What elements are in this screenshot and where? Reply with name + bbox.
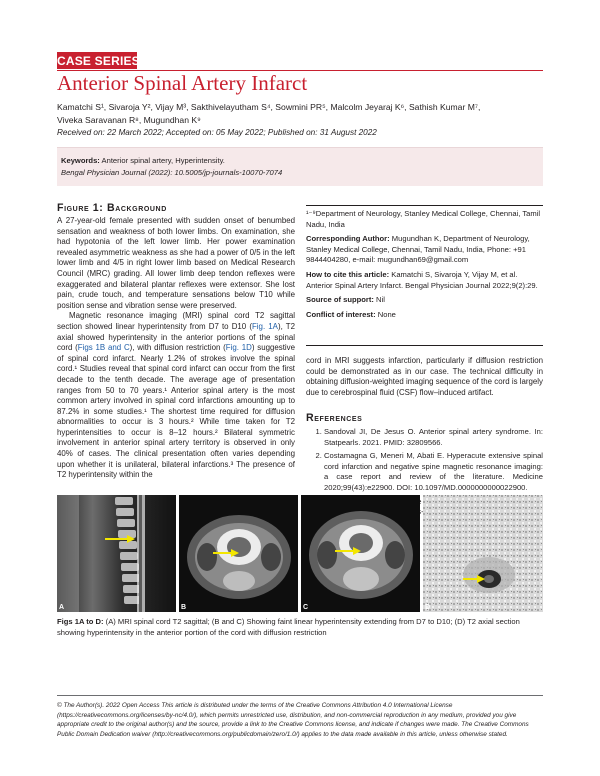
reference-item: 2. Costamagna G, Meneri M, Abati E. Hyperacute extensive spinal cord infarction and negative spine magnetic resonance imaging: a case report and review of the literature. Medicine 2020;99(43):e22900. DOI: 10.1097/MD.0000000000022900. <box>324 451 543 493</box>
p2-text-d: ) suggestive of spinal cord infarct. Nearly 1.2% of strokes involve the spinal cord.¹ Studies reveal that spinal cord infarct can occur from the first decade to the tenth decade. The average age of presentation ranges from 50 to 70 years.¹ Anterior spinal artery is the most common artery involved in spinal cord infarctions amounting up to 87.2% in some studies.¹ The shortest time required for diffusion abnormalities to occur is 3 hours.² While time taken for T2 hyperintensities to occur is 8–12 hours.² Bilateral symmetric involvement in anterior spinal artery territory is observed in only 40% of cases. The clinical presentation often varies depending upon whether it is unilateral, bilateral infarctions.³ The presence of T2 hyperintensity within the <box>57 343 296 480</box>
caption-text: (A) MRI spinal cord T2 sagittal; (B and C) Showing faint linear hyperintensity extending from D7 to D10; (D) T2 axial section showing hyperintensity in the anterior portion of the cord with diffusion restriction <box>57 617 520 637</box>
keywords-text: Anterior spinal artery, Hyperintensity. <box>101 156 225 165</box>
footer-rule <box>57 695 543 696</box>
publication-dates: Received on: 22 March 2022; Accepted on: 05 May 2022; Published on: 31 August 2022 <box>57 128 377 137</box>
department: ¹⁻⁹Department of Neurology, Stanley Medical College, Chennai, Tamil Nadu, India <box>306 209 541 229</box>
p2-text-a: Magnetic resonance imaging (MRI) spinal cord T2 sagittal section showed linear hyperintensity from D7 to D10 ( <box>57 311 295 331</box>
corr-label: Corresponding Author: <box>306 234 390 244</box>
figure-link-1d[interactable]: Fig. 1D <box>225 343 252 353</box>
journal-citation: Bengal Physician Journal (2022): 10.5005/jp-journals-10070-7074 <box>61 168 283 177</box>
mri-diffusion-image <box>423 495 543 612</box>
figure-link-1bc[interactable]: Figs 1B and C <box>77 343 130 353</box>
conflict-label: Conflict of interest: <box>306 309 376 319</box>
mri-axial-image-c <box>301 495 420 612</box>
affiliation-rule <box>306 205 543 206</box>
license-text: © The Author(s). 2022 Open Access This article is distributed under the terms of the Creative Commons Attribution 4.0 International License (https://creativecommons.org/licenses/by-nc/4.0/), which permits unrestricted use, distribution, and non-commercial reproduction in any medium, provided you give appropriate credit to the original author(s) and the source, provide a link to the Creative Commons license, and indicate if changes were made. The Creative Commons Public Domain Dedication waiver (http://creativecommons.org/publicdomain/zero/1.0/) applies to the data made available in this article, unless otherwise stated. <box>57 702 529 738</box>
how-to-cite <box>306 270 543 291</box>
figure-panel-a <box>57 495 176 612</box>
author-list <box>57 101 543 127</box>
figure-1 <box>57 495 543 612</box>
cite-label: How to cite this article: <box>306 269 390 279</box>
keywords-line <box>61 156 225 165</box>
mri-sagittal-image <box>57 495 176 612</box>
panel-label-a: A <box>59 604 65 611</box>
figure-panel-c <box>301 495 420 612</box>
panel-label-c: C <box>303 604 309 611</box>
figure-panel-b <box>179 495 298 612</box>
paragraph-1: A 27-year-old female presented with sudden onset of benumbed sensation and weakness of both lower limbs. On examination, she had hypotonia of the left lower limb. Her power examination revealed asymmetric weakness as she had a power of 0/5 in the left lower limb and 4/5 in right lower limb based on Medical Research Council (MRC) grading. All lower limb deep tendon reflexes were exaggerated and bilateral plantar reflexes were extensor. She lost pain, crude touch, and temperature sensations below T10 while position sense and vibration sense were preserved. <box>57 216 295 310</box>
conflict-of-interest <box>306 310 543 321</box>
support-label: Source of support: <box>306 295 374 305</box>
article-title: Anterior Spinal Artery Infarct <box>57 71 308 95</box>
right-column-body: cord in MRI suggests infarction, particularly if diffusion restriction could be demonstrated as in our case. The technical difficulty in obtaining diffusion-weighted imaging sequence of the cord is largely due to cerebrospinal fluid (CSF) flow–induced artifact. <box>306 356 543 397</box>
cite-text: Kamatchi S, Sivaroja Y, Vijay M, et al. Anterior Spinal Artery Infarct. Bengal Physician Journal 2022;9(2):29. <box>306 269 538 290</box>
authors-line-1: Kamatchi S¹, Sivaroja Y², Vijay M³, Sakthivelayutham S⁴, Sowmini PR⁵, Malcolm Jeyaraj K⁶, Sathish Kumar M⁷, <box>57 102 481 112</box>
corr-text: Mugundhan K, Department of Neurology, Stanley Medical College, Chennai, Tamil Nadu, India, Phone: +91 9844404280, e-mail: mugundhan69@gmail.com <box>306 234 530 265</box>
reference-item: 1. Sandoval JI, De Jesus O. Anterior spinal artery syndrome. In: Statpearls. 2021. PMID: 32809566. <box>324 427 543 448</box>
p2-text-b: ), T2 axial showed hyperintensity in the anterior portions of the spinal cord ( <box>57 321 295 353</box>
keyword-box <box>57 147 543 186</box>
corresponding-author <box>306 234 543 266</box>
panel-label-b: B <box>181 604 187 611</box>
paragraph-2 <box>57 311 295 481</box>
keywords-label: Keywords: <box>61 156 100 165</box>
figure-panel-d <box>423 495 543 612</box>
figure-link-1a[interactable]: Fig. 1A <box>251 321 278 331</box>
mri-axial-image-b <box>179 495 298 612</box>
affiliation-bottom-rule <box>306 345 543 346</box>
caption-label: Figs 1A to D: <box>57 617 104 626</box>
series-label: CASE SERIES <box>57 54 140 68</box>
left-column-body <box>57 216 295 481</box>
conflict-text: None <box>377 309 396 319</box>
authors-line-2: Viveka Saravanan R⁸, Mugundhan K⁹ <box>57 115 201 125</box>
section-heading-background: Figure 1: Background <box>57 202 167 214</box>
figure-caption <box>57 617 543 638</box>
source-of-support <box>306 295 543 306</box>
section-heading-references: References <box>306 412 363 424</box>
panel-label-d: D <box>425 604 431 611</box>
affiliations-block <box>306 209 543 320</box>
support-text: Nil <box>376 295 385 305</box>
p2-text-c: ), with diffusion restriction ( <box>129 343 226 353</box>
